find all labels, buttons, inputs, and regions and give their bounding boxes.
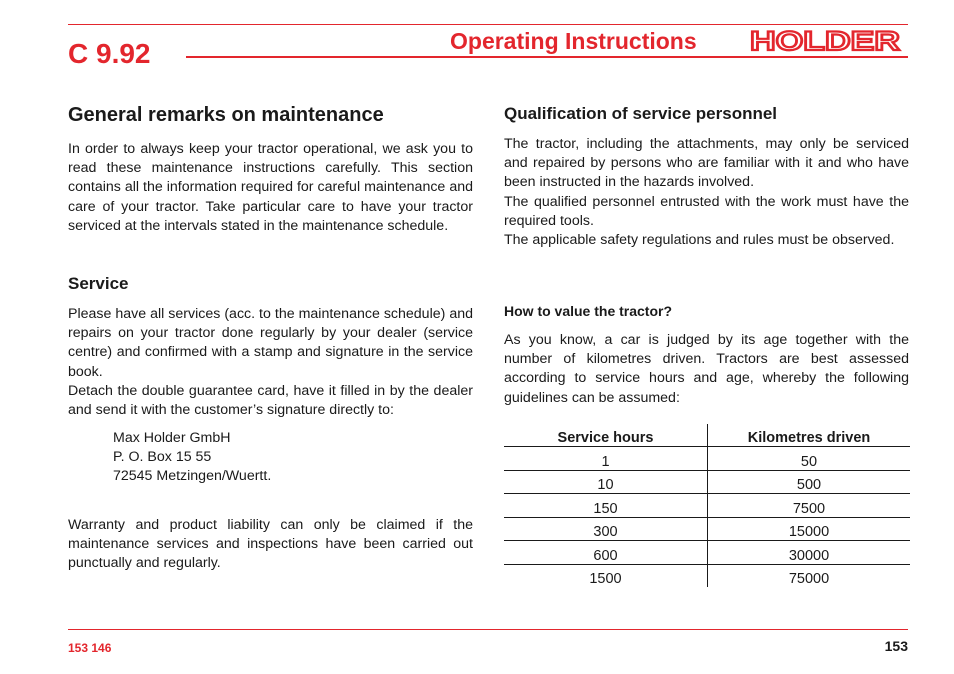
intro-paragraph: In order to always keep your tractor operational, we ask you to read these maintenance instructions carefully. This section contains all the information required for careful maintenance and care of your tractor. Take particular care to have your tractor serviced at the intervals stated in the maintenance schedule. — [68, 141, 473, 234]
document-number: 153 146 — [68, 641, 112, 655]
table-row — [504, 447, 910, 471]
section-code: C 9.92 — [68, 38, 151, 69]
address-block — [113, 429, 271, 487]
table-cell: 75000 — [788, 571, 830, 587]
service-heading: Service — [68, 274, 129, 293]
table-cell: 150 — [504, 494, 708, 518]
logo-text: HOLDER — [750, 29, 900, 53]
table-cell: 10 — [504, 470, 708, 494]
warranty-paragraph: Warranty and product liability can only be claimed if the maintenance services and inspections have been carried out punctually and regularly. — [68, 517, 473, 572]
table-row — [504, 494, 910, 518]
table-cell: 1500 — [504, 564, 708, 587]
header-top-rule — [68, 24, 908, 25]
table-cell: 7500 — [708, 494, 911, 518]
section-heading: General remarks on maintenance — [68, 104, 384, 126]
header-title: Operating Instructions — [450, 28, 697, 54]
column-header-kilometres: Kilometres driven — [708, 424, 911, 447]
address-line: Max Holder GmbH — [113, 430, 231, 446]
table-row — [504, 470, 910, 494]
table-cell: 500 — [708, 470, 911, 494]
qualification-heading: Qualification of service personnel — [504, 104, 778, 123]
valuation-paragraph: As you know, a car is judged by its age together with the number of kilometres driven. Tractors are best assessed according to service hours and age, whereby the following guidelines can be assumed: — [504, 332, 909, 406]
table-cell: 1 — [504, 447, 708, 471]
address-line: 72545 Metzingen/Wuertt. — [113, 468, 272, 485]
table-cell: 600 — [504, 541, 708, 565]
footer-rule — [68, 629, 908, 630]
table-cell: 30000 — [708, 541, 911, 565]
column-header-service-hours: Service hours — [504, 424, 708, 447]
service-paragraph: Please have all services (acc. to the maintenance schedule) and repairs on your tractor done regularly by your dealer (service centre) and confirmed with a stamp and signature in the service book. Detach the double guarantee card, have it filled in by the dealer and send it with the customer’s signature directly to: — [68, 306, 473, 419]
table-cell: 300 — [504, 517, 708, 541]
address-line: P. O. Box 15 55 — [113, 449, 212, 466]
table-cell: 50 — [708, 447, 911, 471]
valuation-heading: How to value the tractor? — [504, 303, 673, 319]
table-row — [504, 517, 910, 541]
qualification-paragraph: The tractor, including the attachments, may only be serviced and repaired by persons who are familiar with it and who have been instructed in the hazards involved. The qualified personnel entrusted with the work must have the required tools. The applicable safety regulations and rules must be observed. — [504, 136, 909, 249]
table-row — [504, 564, 910, 587]
table-header-row — [504, 424, 910, 447]
page-number: 153 — [884, 638, 908, 654]
header-bottom-rule — [186, 56, 908, 58]
table-cell: 15000 — [708, 517, 911, 541]
service-hours-table — [504, 424, 910, 587]
table-row — [504, 541, 910, 565]
holder-logo — [750, 29, 902, 53]
